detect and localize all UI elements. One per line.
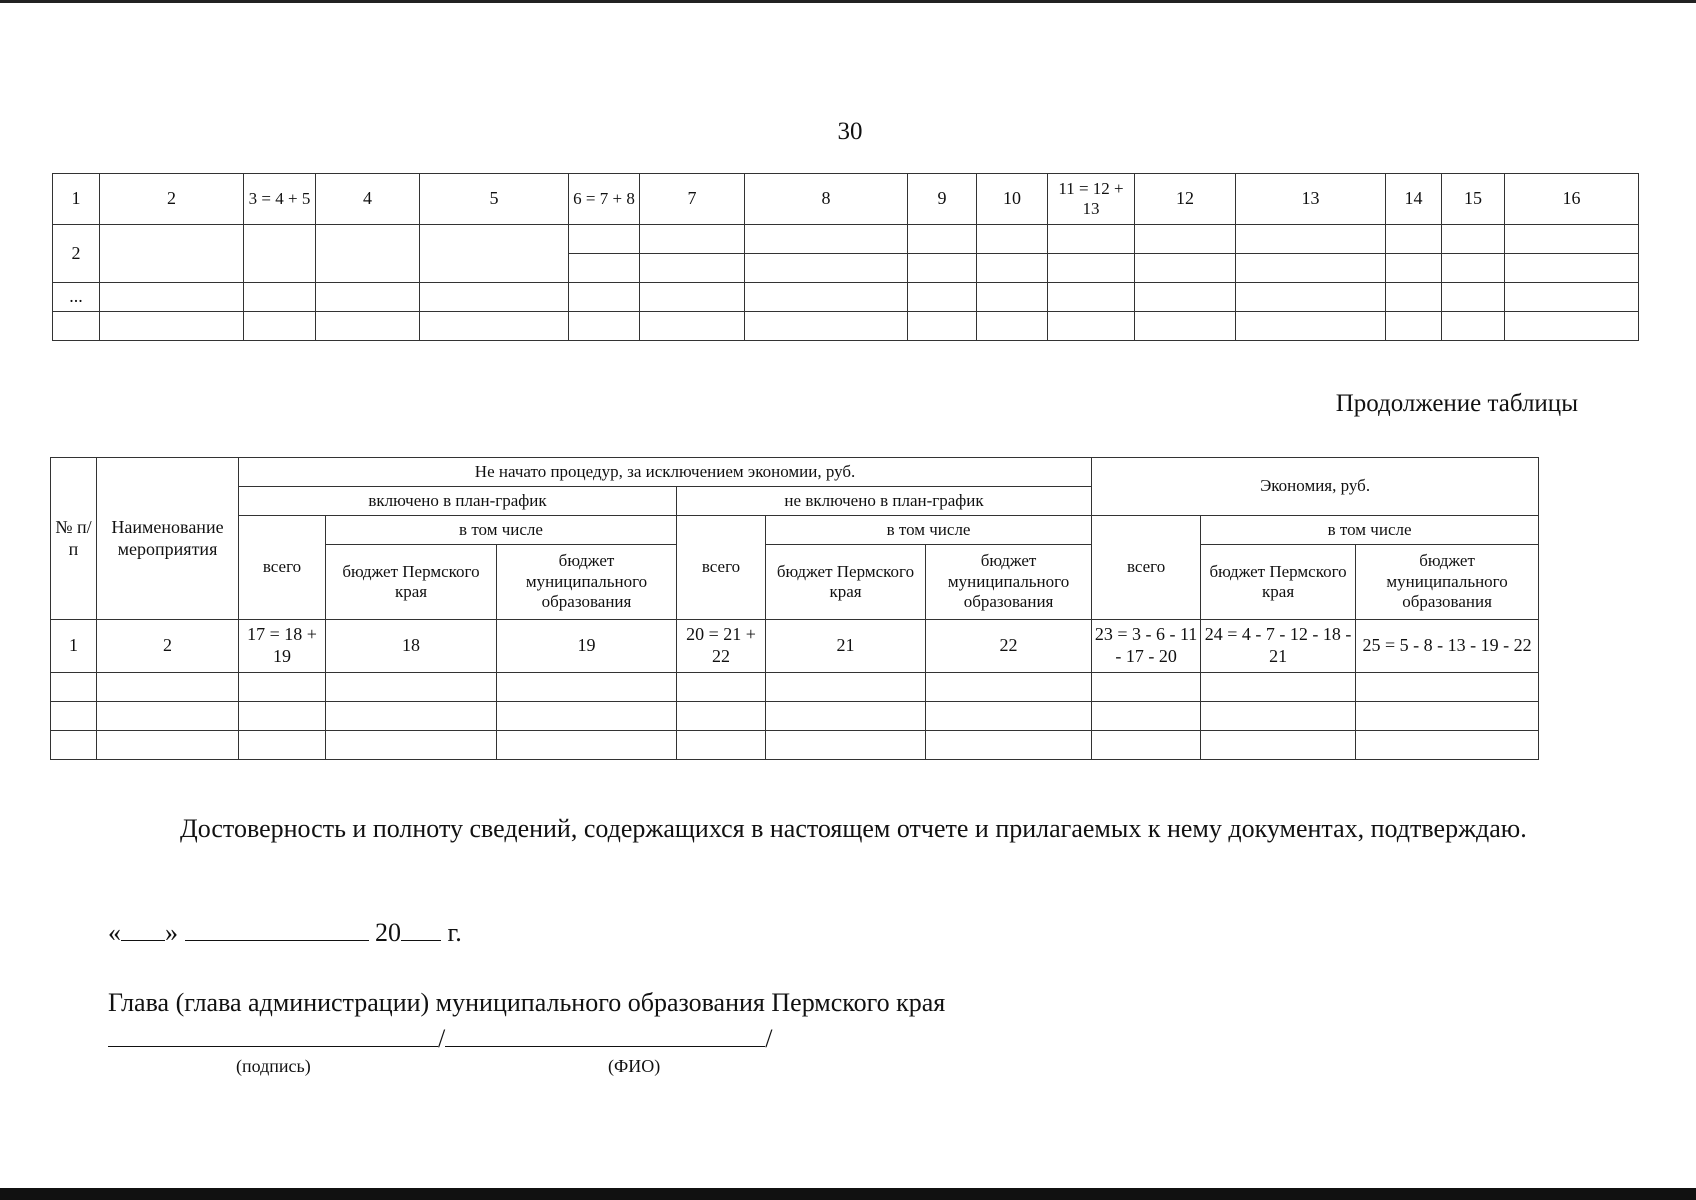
col-number-cell: 15 [1442,174,1505,225]
table-cell [239,702,326,731]
table-cell [977,254,1048,283]
head-title: Глава (глава администрации) муниципального образования Пермского края [108,988,946,1017]
header-included: включено в план-график [239,487,677,516]
table-cell [1092,731,1201,760]
table-cell [766,702,926,731]
column-number-row [51,620,1539,673]
header-in-total: в том числе [326,516,677,545]
col-number-cell: 19 [497,620,677,673]
signature-caption: (подпись) [236,1056,311,1076]
report-table-part1 [52,173,1639,341]
table-cell [977,283,1048,312]
table-cell [640,225,745,254]
table-cell [239,731,326,760]
table-cell [1356,731,1539,760]
table-cell [326,731,497,760]
table-cell [977,312,1048,341]
table-cell [53,312,100,341]
slash-separator: / [765,1024,773,1053]
table-cell [1135,254,1236,283]
table-cell [908,283,977,312]
table-cell [1135,225,1236,254]
header-in-total: в том числе [766,516,1092,545]
row-number-cell: 2 [53,225,100,283]
table-cell [677,702,766,731]
signature-line [108,1024,772,1054]
table-cell [1201,702,1356,731]
col-number-cell: 1 [51,620,97,673]
table-cell [316,283,420,312]
header-not-included: не включено в план-график [677,487,1092,516]
col-number-cell: 1 [53,174,100,225]
col-number-cell: 8 [745,174,908,225]
col-number-cell: 20 = 21 + 22 [677,620,766,673]
table-cell [326,673,497,702]
column-number-row [53,174,1639,225]
col-number-cell: 21 [766,620,926,673]
col-number-cell: 10 [977,174,1048,225]
table-cell [316,312,420,341]
table-cell [640,312,745,341]
table-cell [908,312,977,341]
table-continuation-label: Продолжение таблицы [1335,390,1578,417]
date-line [108,918,462,948]
table-cell [1236,225,1386,254]
day-blank[interactable] [121,918,165,941]
table-cell [908,225,977,254]
table-cell [1048,283,1135,312]
table-cell [1356,702,1539,731]
col-number-cell: 12 [1135,174,1236,225]
col-number-cell: 17 = 18 + 19 [239,620,326,673]
table-cell [569,254,640,283]
table-cell [569,283,640,312]
page-number: 30 [837,118,863,145]
table-cell [1092,673,1201,702]
table-cell [569,312,640,341]
col-number-cell: 25 = 5 - 8 - 13 - 19 - 22 [1356,620,1539,673]
table-cell [926,702,1092,731]
table-cell [766,731,926,760]
table-cell [1356,673,1539,702]
table-cell [569,225,640,254]
ellipsis-cell: ... [53,283,100,312]
table-cell [1092,702,1201,731]
table-cell [1135,283,1236,312]
year-suffix: г. [447,918,462,947]
col-number-cell: 23 = 3 - 6 - 11 - 17 - 20 [1092,620,1201,673]
table-row [51,673,1539,702]
header-economy: Экономия, руб. [1092,458,1539,516]
table-cell [1386,225,1442,254]
table-cell [420,312,569,341]
table-cell [1201,673,1356,702]
table-cell [640,254,745,283]
table-cell [1135,312,1236,341]
table-cell [1048,254,1135,283]
table-cell [51,702,97,731]
col-number-cell: 6 = 7 + 8 [569,174,640,225]
open-quote: « [108,918,121,947]
header-budget-municipal: бюджет муниципального образования [497,545,677,620]
year-prefix: 20 [375,918,401,947]
col-number-cell: 16 [1505,174,1639,225]
table-cell [745,225,908,254]
table-cell [239,673,326,702]
header-total: всего [1092,516,1201,620]
slash-separator: / [438,1024,446,1053]
table-cell [420,283,569,312]
header-total: всего [239,516,326,620]
table-cell [1201,731,1356,760]
table-cell [420,225,569,283]
month-blank[interactable] [185,918,369,941]
table-cell [244,312,316,341]
table-cell [244,283,316,312]
table-cell [51,731,97,760]
table-cell [326,702,497,731]
table-cell [745,312,908,341]
header-budget-region: бюджет Пермского края [766,545,926,620]
col-number-cell: 11 = 12 + 13 [1048,174,1135,225]
col-number-cell: 3 = 4 + 5 [244,174,316,225]
table-cell [100,312,244,341]
table-cell [926,731,1092,760]
signature-blank[interactable] [108,1024,438,1047]
table-cell [745,254,908,283]
col-number-cell: 2 [97,620,239,673]
header-in-total: в том числе [1201,516,1539,545]
table-cell [640,283,745,312]
table-cell [677,673,766,702]
table-cell [977,225,1048,254]
table-cell [100,283,244,312]
certification-text: Достоверность и полноту сведений, содержащихся в настоящем отчете и прилагаемых к нему документах, подтверждаю. [180,814,1527,843]
table-cell [497,702,677,731]
col-number-cell: 14 [1386,174,1442,225]
table-cell [926,673,1092,702]
col-number-cell: 13 [1236,174,1386,225]
table-cell [1505,254,1639,283]
page-top-border [0,0,1696,3]
table-cell [677,731,766,760]
table-row [51,731,1539,760]
table-cell [1236,283,1386,312]
table-cell [1505,283,1639,312]
col-number-cell: 5 [420,174,569,225]
col-number-cell: 7 [640,174,745,225]
header-row [51,516,1539,545]
table-cell [745,283,908,312]
table-cell [1505,225,1639,254]
header-budget-municipal: бюджет муниципального образования [1356,545,1539,620]
table-cell [1048,312,1135,341]
col-number-cell: 22 [926,620,1092,673]
table-cell [316,225,420,283]
col-number-cell: 2 [100,174,244,225]
header-row [51,458,1539,487]
table-cell [1386,312,1442,341]
table-cell [244,225,316,283]
col-number-cell: 24 = 4 - 7 - 12 - 18 - 21 [1201,620,1356,673]
table-row [53,225,1639,254]
table-row [51,702,1539,731]
header-total: всего [677,516,766,620]
table-cell [51,673,97,702]
table-cell [1048,225,1135,254]
table-row [53,312,1639,341]
year-blank[interactable] [401,918,441,941]
name-blank[interactable] [445,1024,765,1047]
close-quote: » [165,918,178,947]
header-budget-region: бюджет Пермского края [326,545,497,620]
col-number-cell: 9 [908,174,977,225]
table-cell [1442,254,1505,283]
col-number-cell: 4 [316,174,420,225]
table-cell [97,702,239,731]
header-budget-region: бюджет Пермского края [1201,545,1356,620]
table-cell [497,731,677,760]
table-cell [1236,312,1386,341]
header-row-number: № п/п [51,458,97,620]
table-cell [1386,254,1442,283]
table-cell [908,254,977,283]
table-cell [97,673,239,702]
table-cell [497,673,677,702]
name-caption: (ФИО) [608,1056,661,1076]
table-cell [1386,283,1442,312]
header-not-started: Не начато процедур, за исключением экономии, руб. [239,458,1092,487]
table-cell [1505,312,1639,341]
report-table-part2 [50,457,1539,760]
page-bottom-border [0,1188,1696,1200]
table-row [53,283,1639,312]
table-cell [1236,254,1386,283]
table-cell [1442,225,1505,254]
table-cell [766,673,926,702]
table-cell [1442,283,1505,312]
header-budget-municipal: бюджет муниципального образования [926,545,1092,620]
table-cell [100,225,244,283]
table-cell [1442,312,1505,341]
table-cell [97,731,239,760]
header-event-name: Наименование мероприятия [97,458,239,620]
col-number-cell: 18 [326,620,497,673]
